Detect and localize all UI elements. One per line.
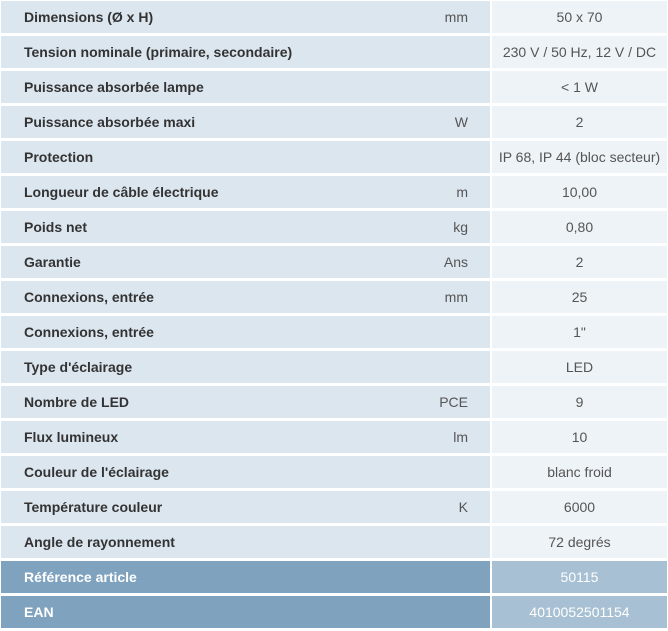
spec-value: 9 — [492, 386, 667, 418]
spec-row — [1, 421, 667, 453]
spec-row — [1, 71, 667, 103]
ean-label: EAN — [1, 596, 421, 628]
article-reference-label: Référence article — [1, 561, 421, 593]
spec-table — [1, 0, 667, 631]
spec-row — [1, 526, 667, 558]
spec-unit — [421, 526, 490, 558]
spec-row — [1, 211, 667, 243]
spec-unit — [421, 71, 490, 103]
ean-value: 4010052501154 — [492, 596, 667, 628]
spec-value: 2 — [492, 246, 667, 278]
spec-row — [1, 491, 667, 523]
spec-value: IP 68, IP 44 (bloc secteur) — [492, 141, 667, 173]
spec-label: Poids net — [1, 211, 421, 243]
spec-value: 25 — [492, 281, 667, 313]
ean-row — [1, 596, 667, 628]
spec-value: blanc froid — [492, 456, 667, 488]
spec-value: 10,00 — [492, 176, 667, 208]
spec-unit — [421, 351, 490, 383]
spec-label: Protection — [1, 141, 421, 173]
spec-label: Couleur de l'éclairage — [1, 456, 421, 488]
spec-value: LED — [492, 351, 667, 383]
spec-unit — [421, 456, 490, 488]
article-reference-value: 50115 — [492, 561, 667, 593]
spec-unit: mm — [421, 1, 490, 33]
spec-value: 2 — [492, 106, 667, 138]
spec-label: Connexions, entrée — [1, 281, 421, 313]
spec-row — [1, 281, 667, 313]
spec-row — [1, 456, 667, 488]
spec-unit: m — [421, 176, 490, 208]
spec-label: Longueur de câble électrique — [1, 176, 421, 208]
spec-row — [1, 246, 667, 278]
spec-unit: kg — [421, 211, 490, 243]
spec-value: 0,80 — [492, 211, 667, 243]
spec-label: Angle de rayonnement — [1, 526, 421, 558]
spec-label: Puissance absorbée lampe — [1, 71, 421, 103]
spec-unit: PCE — [421, 386, 490, 418]
spec-unit — [421, 316, 490, 348]
spec-label: Puissance absorbée maxi — [1, 106, 421, 138]
spec-row — [1, 351, 667, 383]
spec-label: Dimensions (Ø x H) — [1, 1, 421, 33]
spec-label: Nombre de LED — [1, 386, 421, 418]
spec-unit — [421, 561, 490, 593]
spec-unit: lm — [421, 421, 490, 453]
article-reference-row — [1, 561, 667, 593]
spec-value: 1" — [492, 316, 667, 348]
spec-label: Température couleur — [1, 491, 421, 523]
spec-unit: mm — [421, 281, 490, 313]
spec-value: < 1 W — [492, 71, 667, 103]
spec-row — [1, 316, 667, 348]
spec-row — [1, 141, 667, 173]
spec-value: 72 degrés — [492, 526, 667, 558]
spec-row — [1, 1, 667, 33]
spec-unit — [421, 596, 490, 628]
spec-value: 230 V / 50 Hz, 12 V / DC — [492, 36, 667, 68]
spec-value: 10 — [492, 421, 667, 453]
spec-unit — [421, 141, 490, 173]
spec-row — [1, 176, 667, 208]
spec-row — [1, 386, 667, 418]
spec-value: 6000 — [492, 491, 667, 523]
spec-label: Type d'éclairage — [1, 351, 421, 383]
spec-unit: W — [421, 106, 490, 138]
spec-label: Tension nominale (primaire, secondaire) — [1, 36, 421, 68]
spec-unit — [421, 36, 490, 68]
spec-row — [1, 106, 667, 138]
spec-label: Flux lumineux — [1, 421, 421, 453]
spec-unit: Ans — [421, 246, 490, 278]
spec-row — [1, 36, 667, 68]
spec-label: Connexions, entrée — [1, 316, 421, 348]
spec-unit: K — [421, 491, 490, 523]
spec-value: 50 x 70 — [492, 1, 667, 33]
spec-label: Garantie — [1, 246, 421, 278]
